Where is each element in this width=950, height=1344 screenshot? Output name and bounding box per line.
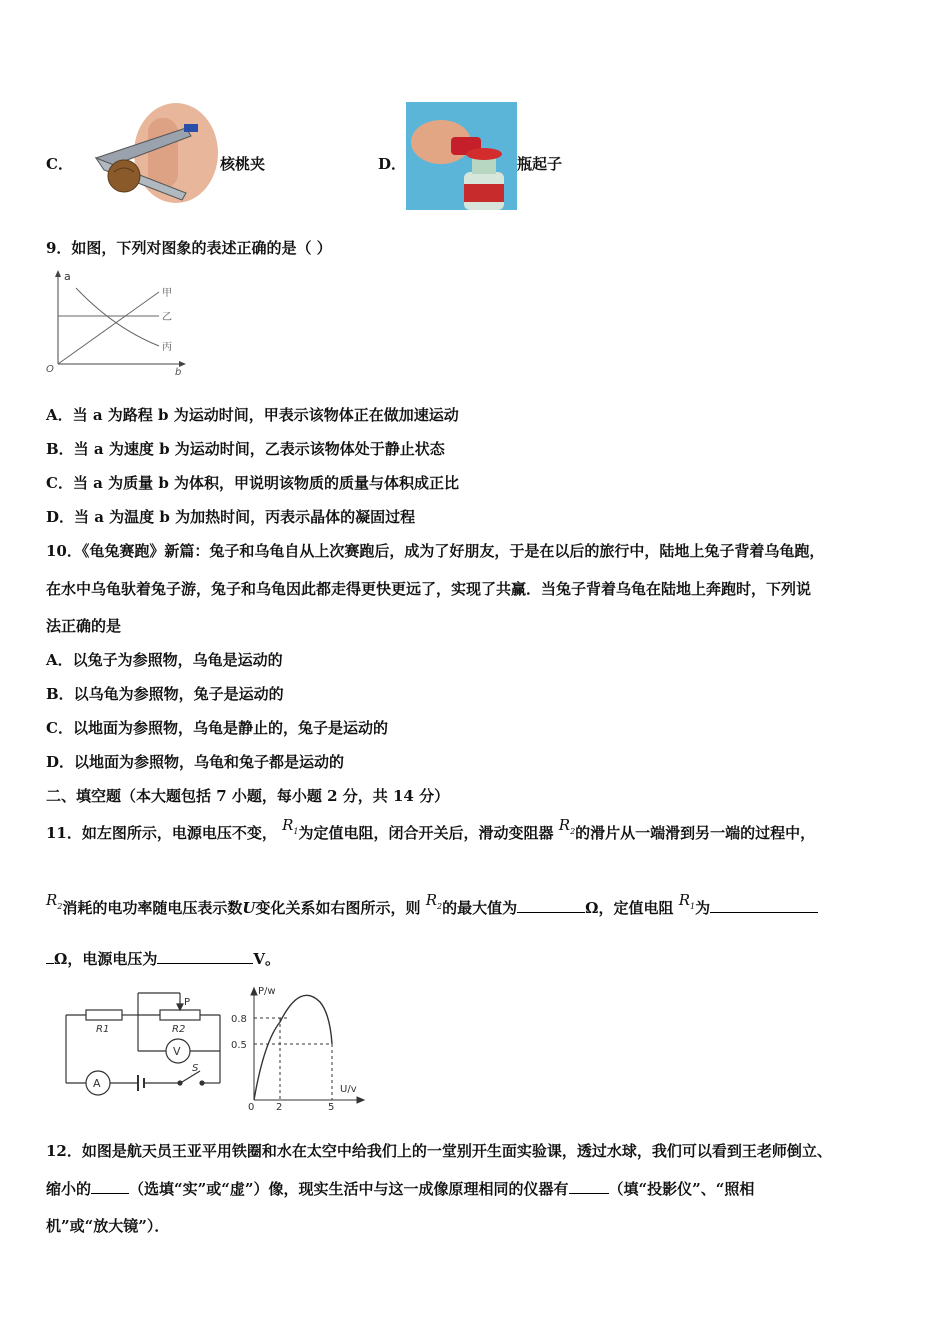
- option-c-text: 核桃夹: [220, 155, 266, 173]
- q11-power-voltage-graph: [230, 982, 370, 1112]
- q12-line-2: 缩小的 （选填“实”或“虚”）像，现实生活中与这一成像原理相同的仪器有 （填“投影仪”、“照相: [46, 1180, 755, 1198]
- line-bing: [76, 288, 159, 346]
- q9-option-b: B．当 a 为速度 b 为运动时间，乙表示该物体处于静止状态: [46, 440, 445, 458]
- q11-graph-x-label: U/v: [340, 1084, 357, 1095]
- q11-text-1: 11．如左图所示，电源电压不变，: [46, 824, 277, 842]
- r1-diagram-label: R1: [96, 1024, 110, 1035]
- q11-tick-0.5: 0.5: [231, 1040, 247, 1051]
- r2-symbol: $R_2$: [558, 816, 576, 836]
- option-d-text: 瓶起子: [517, 155, 563, 173]
- q9-option-a: A．当 a 为路程 b 为运动时间，甲表示该物体正在做加速运动: [46, 406, 459, 424]
- q9-option-c: C．当 a 为质量 b 为体积，甲说明该物质的质量与体积成正比: [46, 474, 460, 492]
- power-curve: [254, 995, 332, 1100]
- q11-text-3: 的滑片从一端滑到另一端的过程中，: [575, 824, 816, 842]
- answer-blank-instrument[interactable]: [569, 1179, 609, 1194]
- q10-stem-line-2: 在水中乌龟驮着兔子游，兔子和乌龟因此都走得更快更远了，实现了共赢．当兔子背着乌龟在陆地上奔跑时，下列说: [46, 580, 812, 598]
- q11-text-9: Ω，电源电压为: [54, 950, 158, 968]
- q9-stem: 9．如图，下列对图象的表述正确的是（ ）: [46, 239, 332, 257]
- q9-x-axis-label: b: [175, 367, 182, 378]
- voltmeter-label: V: [173, 1045, 181, 1058]
- q11-text-10: V。: [253, 950, 280, 968]
- option-c-label: C．: [46, 155, 73, 173]
- bottle-opener-image: [406, 102, 517, 210]
- q11-graph-y-label: P/w: [258, 986, 276, 997]
- r2-symbol: $R_2$: [46, 891, 63, 911]
- r1-symbol: $R_1$: [678, 891, 696, 911]
- q11-tick-0: 0: [248, 1102, 255, 1112]
- q10-option-a: A．以兔子为参照物，乌龟是运动的: [46, 651, 283, 669]
- slider-label: P: [184, 997, 191, 1008]
- q10-stem-line-1: 10．《龟兔赛跑》新篇：兔子和乌龟自从上次赛跑后，成为了好朋友，于是在以后的旅行中，陆地上兔子背着乌龟跑，: [46, 542, 825, 560]
- option-d-label: D．: [378, 155, 407, 173]
- answer-blank-image-type[interactable]: [91, 1179, 129, 1194]
- q11-line-1: [46, 816, 816, 844]
- answer-blank-voltage[interactable]: [157, 949, 253, 964]
- r2-diagram-label: R2: [172, 1024, 186, 1035]
- q11-line-3: [46, 948, 280, 969]
- q11-text-4: 消耗的电功率随电压表示数: [62, 899, 243, 917]
- q11-text-7: Ω，定值电阻: [585, 899, 674, 917]
- q11-tick-2: 2: [276, 1102, 283, 1112]
- answer-blank-r2-max[interactable]: [517, 898, 585, 913]
- section-2-heading: 二、填空题（本大题包括 7 小题，每小题 2 分，共 14 分）: [46, 787, 450, 805]
- q10-option-d: D．以地面为参照物，乌龟和兔子都是运动的: [46, 753, 345, 771]
- q9-option-d: D．当 a 为温度 b 为加热时间，丙表示晶体的凝固过程: [46, 508, 416, 526]
- r1-symbol: $R_1$: [282, 816, 299, 836]
- q11-text-5: 变化关系如右图所示，则: [255, 899, 421, 917]
- q9-label-bing: 丙: [162, 342, 172, 353]
- switch-label: S: [192, 1063, 199, 1074]
- q11-text-6: 的最大值为: [442, 899, 518, 917]
- q11-circuit-diagram: [58, 985, 233, 1100]
- u-symbol: U: [242, 899, 256, 917]
- q12-line-1: 12．如图是航天员王亚平用铁圈和水在太空中给我们上的一堂别开生面实验课，透过水球，我们可以看到王老师倒立、: [46, 1142, 832, 1160]
- q9-label-jia: 甲: [162, 288, 172, 299]
- nutcracker-image: [66, 98, 224, 214]
- answer-blank-r1[interactable]: [710, 898, 818, 913]
- q12-line-3: 机”或“放大镜”）．: [46, 1217, 170, 1235]
- q10-option-b: B．以乌龟为参照物，兔子是运动的: [46, 685, 284, 703]
- q9-y-axis-label: a: [64, 270, 71, 283]
- ammeter-label: A: [93, 1077, 101, 1090]
- answer-blank-r1-cont[interactable]: [46, 949, 54, 964]
- q9-graph: [44, 268, 189, 378]
- resistor-r2: [160, 1010, 200, 1020]
- q9-label-yi: 乙: [162, 312, 172, 323]
- q11-tick-0.8: 0.8: [231, 1014, 247, 1025]
- resistor-r1: [86, 1010, 122, 1020]
- q11-tick-5: 5: [328, 1102, 335, 1112]
- q10-stem-line-3: 法正确的是: [46, 617, 122, 635]
- line-jia: [58, 292, 159, 364]
- r2-symbol: $R_2$: [425, 891, 443, 911]
- q11-line-2: [46, 891, 818, 919]
- q9-origin-label: O: [46, 364, 54, 375]
- q11-text-8: 为: [695, 899, 711, 917]
- q11-text-2: 为定值电阻，闭合开关后，滑动变阻器: [298, 824, 554, 842]
- q10-option-c: C．以地面为参照物，乌龟是静止的，兔子是运动的: [46, 719, 388, 737]
